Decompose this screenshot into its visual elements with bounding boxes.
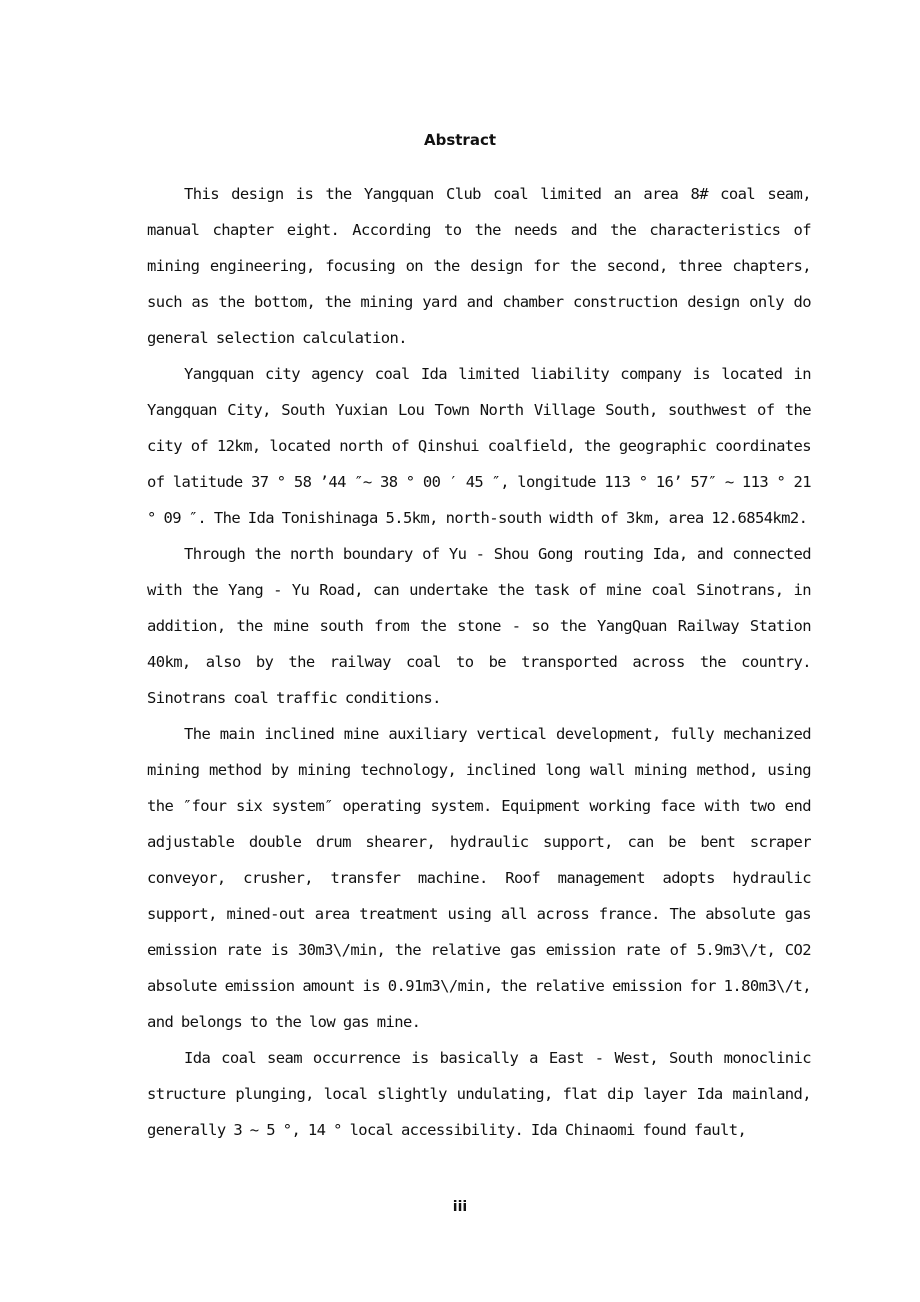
abstract-title: Abstract [423, 131, 497, 149]
paragraph-1: This design is the Yangquan Club coal limited an area 8# coal seam, manual chapter eight. According to the needs and the characteristics of mining engineering, focusing on the design for the second, three chapters, such as the bottom, the mining yard and chamber construction design only do general selection calculation. [147, 185, 811, 347]
paragraph-5: Ida coal seam occurrence is basically a East - West, South monoclinic structure plunging, local slightly undulating, flat dip layer Ida mainland, generally 3 ~ 5 °, 14 ° local accessibility. Ida Chinaomi found fault, [147, 1049, 811, 1139]
paragraph-4: The main inclined mine auxiliary vertical development, fully mechanized mining method by mining technology, inclined long wall mining method, using the ″four six system″ operating system. Equipment working face with two end adjustable double drum shearer, hydraulic support, can be bent scraper conveyor, crusher, transfer machine. Roof management adopts hydraulic support, mined-out area treatment using all across france. The absolute gas emission rate is 30m3\/min, the relative gas emission rate of 5.9m3\/t, CO2 absolute emission amount is 0.91m3\/min, the relative emission for 1.80m3\/t, and belongs to the low gas mine. [147, 725, 811, 1031]
abstract-body [147, 176, 811, 1148]
page-number: iii [452, 1199, 468, 1215]
paragraph-3: Through the north boundary of Yu - Shou Gong routing Ida, and connected with the Yang - Yu Road, can undertake the task of mine coal Sinotrans, in addition, the mine south from the stone - so the YangQuan Railway Station 40km, also by the railway coal to be transported across the country. Sinotrans coal traffic conditions. [147, 545, 811, 707]
paragraph-2: Yangquan city agency coal Ida limited liability company is located in Yangquan City, South Yuxian Lou Town North Village South, southwest of the city of 12km, located north of Qinshui coalfield, the geographic coordinates of latitude 37 ° 58 ’44 ″~ 38 ° 00 ′ 45 ″, longitude 113 ° 16’ 57″ ~ 113 ° 21 ° 09 ″. The Ida Tonishinaga 5.5km, north-south width of 3km, area 12.6854km2. [147, 365, 811, 527]
